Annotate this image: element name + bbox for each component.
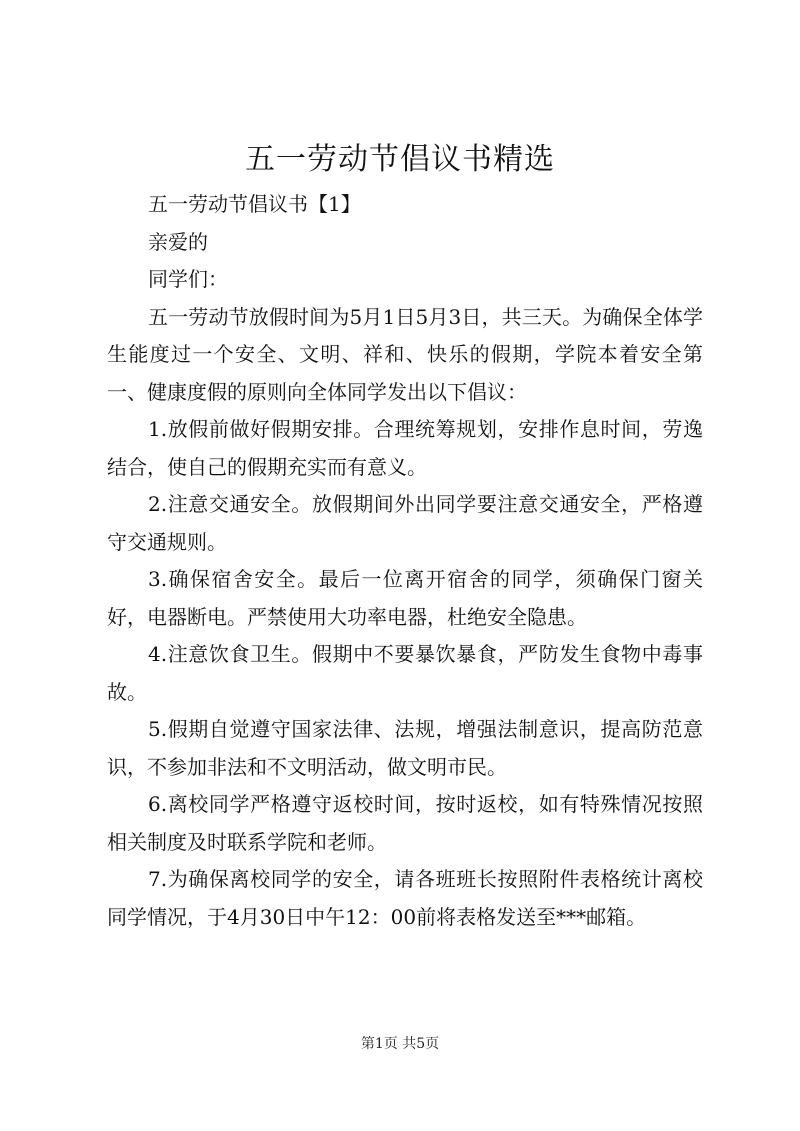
list-item-3: 3.确保宿舍安全。最后一位离开宿舍的同学，须确保门窗关好，电器断电。严禁使用大功率电器，杜绝安全隐患。 xyxy=(107,567,703,629)
list-item-7: 7.为确保离校同学的安全，请各班班长按照附件表格统计离校同学情况，于4月30日中午12：00前将表格发送至***邮箱。 xyxy=(107,867,703,929)
document-body xyxy=(107,186,703,936)
list-item-5: 5.假期自觉遵守国家法律、法规，增强法制意识，提高防范意识，不参加非法和不文明活动，做文明市民。 xyxy=(107,717,703,779)
page-number-footer: 第1页 共5页 xyxy=(360,1036,440,1052)
list-item-6: 6.离校同学严格遵守返校时间，按时返校，如有特殊情况按照相关制度及时联系学院和老师。 xyxy=(107,792,703,854)
list-item-2: 2.注意交通安全。放假期间外出同学要注意交通安全，严格遵守交通规则。 xyxy=(107,492,703,554)
list-item-4: 4.注意饮食卫生。假期中不要暴饮暴食，严防发生食物中毒事故。 xyxy=(107,642,703,704)
salutation-line-2: 同学们： xyxy=(148,267,228,291)
document-title: 五一劳动节倡议书精选 xyxy=(245,142,555,177)
intro-paragraph: 五一劳动节放假时间为5月1日5月3日，共三天。为确保全体学生能度过一个安全、文明、祥和、快乐的假期，学院本着安全第一、健康度假的原则向全体同学发出以下倡议： xyxy=(107,304,703,404)
list-item-1: 1.放假前做好假期安排。合理统筹规划，安排作息时间，劳逸结合，使自己的假期充实而有意义。 xyxy=(107,417,703,479)
salutation-line-1: 亲爱的 xyxy=(148,229,208,254)
section-heading: 五一劳动节倡议书【1】 xyxy=(148,192,361,216)
